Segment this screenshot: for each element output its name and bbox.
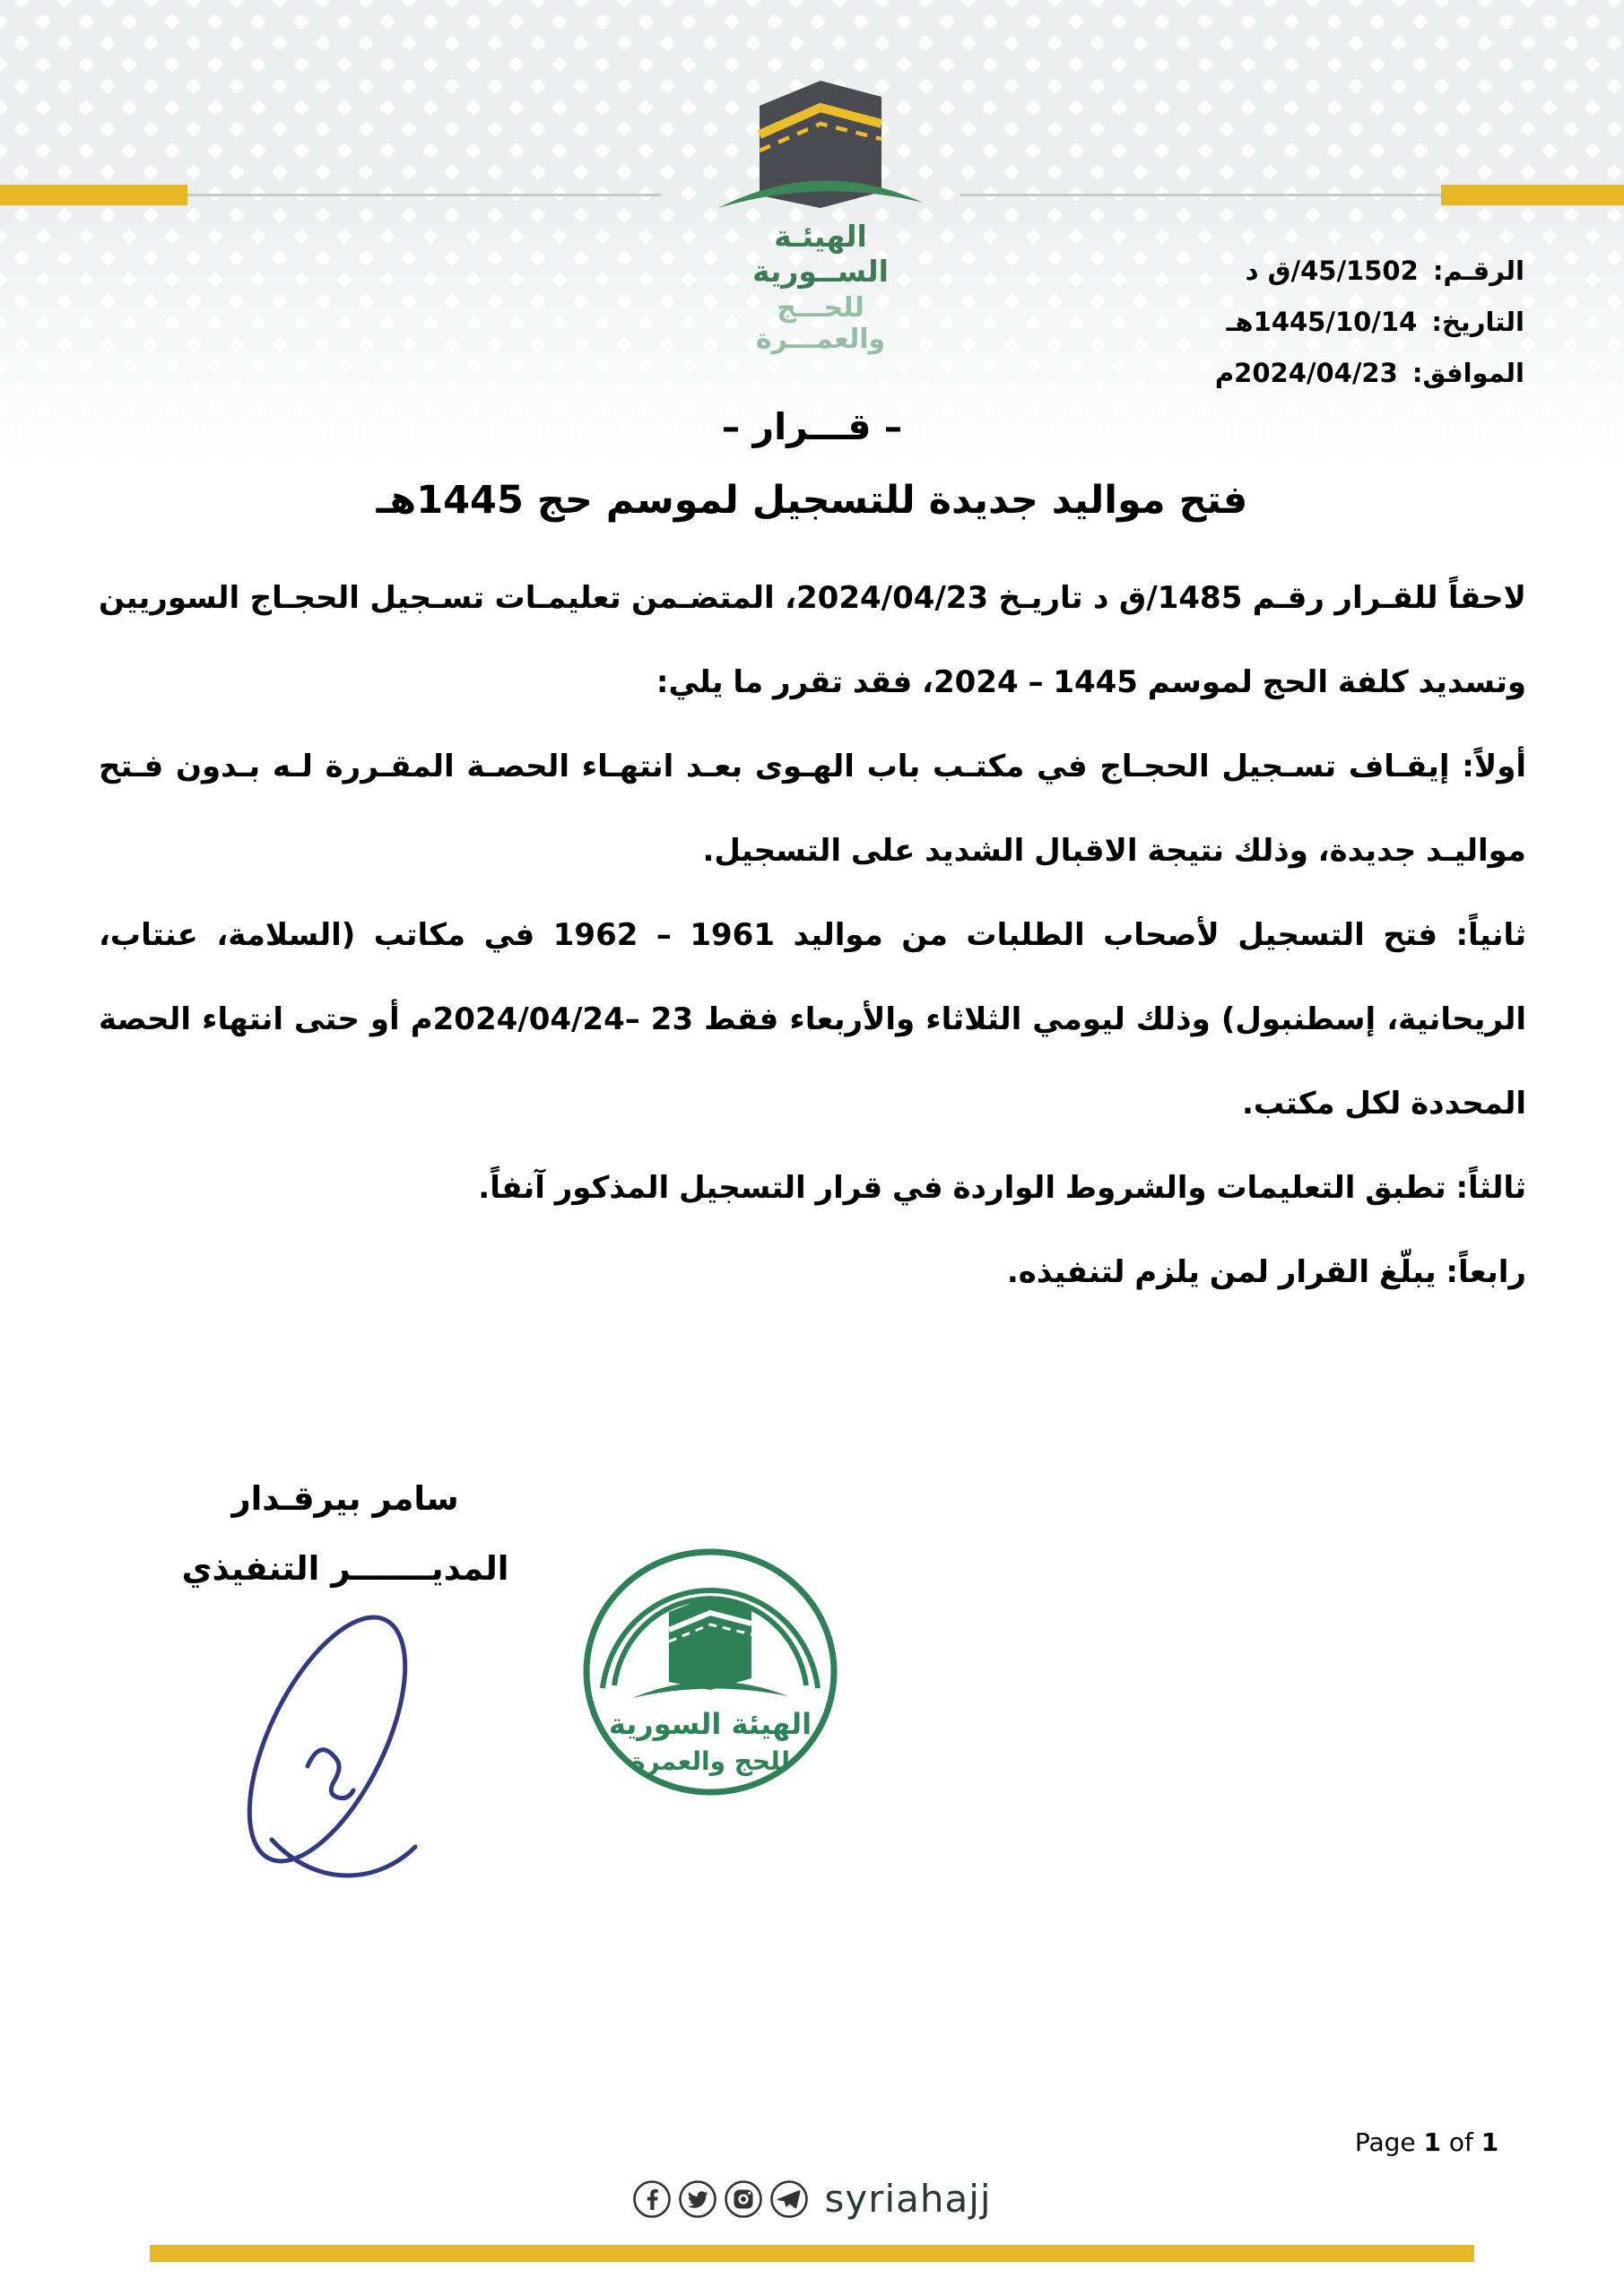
top-left-gold-bar (0, 185, 187, 205)
bottom-gold-bar (150, 2245, 1474, 2262)
of-word: of (1440, 2127, 1481, 2157)
page-number (1339, 2098, 1498, 2157)
signer-name: سامر بيرقـدار (231, 1479, 459, 1518)
decision-subtitle: فتح مواليد جديدة للتسجيل لموسم حج 1445هـ (376, 478, 1248, 523)
header-rule-left (187, 194, 661, 196)
social-handle-text: syriahajj (824, 2177, 992, 2221)
reference-number-line (1058, 246, 1524, 297)
authority-logo (713, 59, 928, 355)
page-word: Page (1354, 2127, 1424, 2157)
gregorian-date-label: الموافق: (1411, 358, 1524, 388)
stamp-org-line1: الهيئة السورية (608, 1707, 812, 1741)
reference-block (1058, 246, 1524, 399)
social-media-row (0, 2177, 1624, 2221)
official-round-stamp (578, 1544, 842, 1802)
signer-title: المديـــــــر التنفيذي (181, 1549, 509, 1588)
paragraph-first: أولاً: إيقـاف تسـجيل الحجـاج في مكتـب باب الهـوى بعـد انتهـاء الحصـة المقـررة لـه بـدون فـتح مواليـد جديدة، وذلك نتيجة الاقبال الشديد على التسجيل. (99, 749, 1526, 869)
reference-number-label: الرقـم: (1432, 256, 1524, 286)
gregorian-date-line (1058, 348, 1524, 399)
paragraph-second: ثانياً: فتح التسجيل لأصحاب الطلبات من مواليد 1961 – 1962 في مكاتب (السلامة، عنتاب، الريحانية، إسطنبول) وذلك ليومي الثلاثاء والأربعاء فقط 23 –2024/04/24م أو حتى انتهاء الحصة المحددة لكل مكتب. (99, 917, 1526, 1122)
stamp-org-line2: للحج والعمرة (630, 1746, 791, 1776)
logo-org-name-line2: للحـــج والعمـــرة (755, 292, 886, 355)
paragraph-third: ثالثاً: تطبق التعليمات والشروط الواردة في قرار التسجيل المذكور آنفاً. (478, 1170, 1526, 1206)
instagram-icon (724, 2179, 763, 2219)
kaaba-logo-icon (713, 59, 928, 213)
page-total: 1 (1481, 2127, 1499, 2157)
twitter-icon (678, 2179, 717, 2219)
hijri-date-label: التاريخ: (1431, 307, 1524, 337)
facebook-icon (632, 2179, 672, 2219)
handwritten-signature (193, 1605, 471, 1892)
header-rule-right (960, 194, 1441, 196)
decision-body (99, 556, 1526, 1314)
page-current: 1 (1423, 2127, 1441, 2157)
logo-org-name-line1: الهيئـة الســورية (752, 219, 889, 289)
paragraph-intro: لاحقاً للقـرار رقـم 1485/ق د تاريـخ 2024/04/23، المتضـمن تعليمـات تسـجيل الحجـاج السوريين وتسديد كلفة الحج لموسم 1445 – 2024، فقد تقرر ما يلي: (99, 580, 1526, 700)
hijri-date-line (1058, 297, 1524, 348)
reference-number-value: 45/1502/ق د (1245, 256, 1419, 286)
paragraph-fourth: رابعاً: يبلّغ القرار لمن يلزم لتنفيذه. (1006, 1254, 1526, 1290)
top-right-gold-bar (1441, 185, 1624, 205)
telegram-icon (769, 2179, 809, 2219)
hijri-date-value: 1445/10/14هـ (1226, 307, 1418, 337)
gregorian-date-value: 2024/04/23م (1214, 358, 1398, 388)
decision-title: – قـــرار – (721, 405, 903, 448)
